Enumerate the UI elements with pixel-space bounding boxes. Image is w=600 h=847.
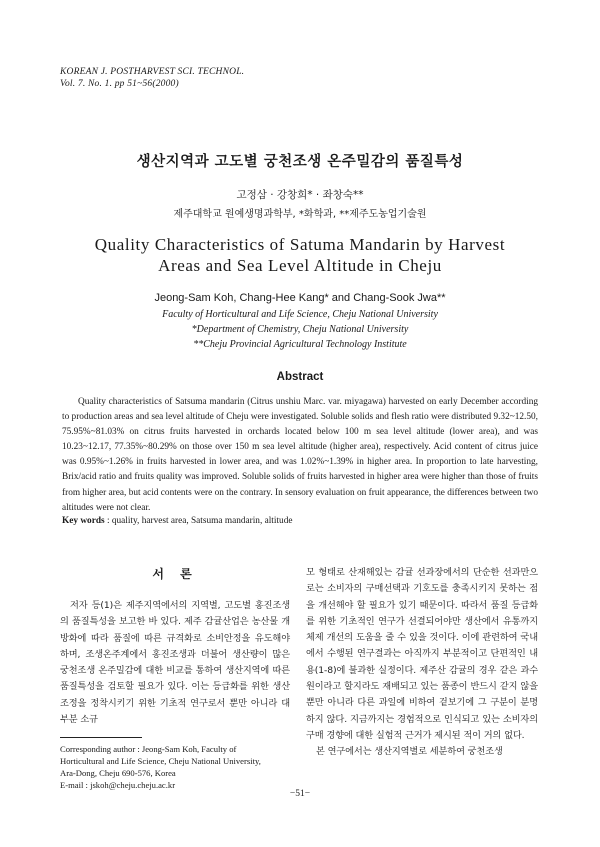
intro-paragraph-left: 저자 등(1)은 제주지역에서의 지역별, 고도별 홍진조생의 품질특성을 보고한 바 있다. 제주 감귤산업은 농산물 개방화에 따라 품질에 따른 규격화로 소비안정을 유도해야 하며, 조생온주계에서 홍진조생과 더불어 생산량이 많은 궁천조생 온주밀감에 대한 비교를 통하여 생산지역에 따른 품질특성을 검토할 필요가 있다. 이는 등급화를 위한 생산조정을 정착시키기 위한 기초적 연구로서 뿐만 아니라 대부분 소규 [60, 600, 290, 726]
page-number: −51− [289, 789, 311, 799]
intro-paragraph-next: 본 연구에서는 생산지역별로 세분하여 궁천조생 [316, 746, 503, 758]
intro-paragraph-right: 모 형태로 산재해있는 감귤 선과장에서의 단순한 선과만으로는 소비자의 구매선택과 기호도를 충족시키지 못하는 점을 개선해야 할 필요가 있기 때문이다. 따라서 품질 등급화를 위한 기초적인 연구가 선결되어야만 생산에서 유통까지 체제 개선의 도움을 줄 수 있을 것이다. 이에 관련하여 국내에서 수행된 연구결과는 아직까지 부분적이고 단편적인 내용(1-8)에 불과한 실정이다. 제주산 감귤의 경우 같은 과수원이라고 할지라도 재배되고 있는 품종이 반드시 같지 않을 뿐만 아니라 다른 과일에 비하여 겉보기에 그 구분이 분명하지 않다. 지금까지는 경험적으로 인식되고 있는 소비자의 구매 경향에 대한 실험적 근거가 제시된 적이 거의 없다. [306, 567, 538, 741]
english-authors: Jeong-Sam Koh, Chang-Hee Kang* and Chang-Sook Jwa** [154, 292, 446, 304]
footnote-divider [60, 737, 142, 738]
korean-authors: 고정삼 · 강창희* · 좌창숙** [236, 189, 364, 201]
footnote-line-2: Horticultural and Life Science, Cheju National University, [60, 756, 261, 766]
english-title-line-1: Quality Characteristics of Satuma Mandarin by Harvest [94, 235, 506, 254]
keywords-text: : quality, harvest area, Satsuma mandarin, altitude [106, 516, 293, 526]
english-title [0, 234, 600, 276]
korean-title: 생산지역과 고도별 궁천조생 온주밀감의 품질특성 [136, 154, 464, 170]
korean-affiliations: 제주대학교 원예생명과학부, *화학과, **제주도농업기술원 [173, 209, 427, 220]
keywords [62, 516, 292, 526]
footnote-line-1: Corresponding author : Jeong-Sam Koh, Faculty of [60, 744, 237, 754]
affiliation-1: Faculty of Horticultural and Life Science, Cheju National University [162, 309, 438, 320]
footnote-email: E-mail : jskoh@cheju.cheju.ac.kr [60, 780, 176, 790]
footnote-line-3: Ara-Dong, Cheju 690-576, Korea [60, 768, 176, 778]
section-heading-introduction: 서 론 [152, 567, 198, 581]
right-column [306, 565, 538, 761]
corresponding-author-footnote [60, 743, 290, 791]
journal-name: KOREAN J. POSTHARVEST SCI. TECHNOL. [60, 67, 245, 77]
left-column [60, 565, 290, 728]
journal-header [60, 66, 244, 90]
english-title-line-2: Areas and Sea Level Altitude in Cheju [158, 256, 442, 275]
abstract-text: Quality characteristics of Satsuma mandarin (Citrus unshiu Marc. var. miyagawa) harvested on early December according to production areas and sea level altitude of Cheju were investigated. Soluble solids and flesh ratio were distributed 9.32~12.50, 75.95%~81.03% on citrus fruits harvested in orchards located below 100 m sea level altitude (lower area), and was 10.23~12.17, 77.35%~80.29% on those over 150 m sea level altitude (higher area), respectively. Acid content of citrus juice was 0.95%~1.26% in fruits harvested in lower area, and was 1.02%~1.39% in higher area. In proportion to late harvesting, Brix/acid ratio and fruits quality was improved. Soluble solids of fruits harvested in higher area were higher than those of fruits from higher area, but acid contents were on the contrary. In sensory evaluation on fruit appearance, the differences between two altitudes were not clear. [62, 397, 538, 513]
affiliation-3: **Cheju Provincial Agricultural Technology Institute [193, 339, 407, 350]
keywords-label: Key words [62, 516, 105, 526]
affiliation-2: *Department of Chemistry, Cheju National University [191, 324, 409, 335]
journal-citation: Vol. 7. No. 1. pp 51~56(2000) [60, 79, 179, 89]
abstract-heading: Abstract [276, 371, 324, 383]
english-affiliations [0, 307, 600, 352]
